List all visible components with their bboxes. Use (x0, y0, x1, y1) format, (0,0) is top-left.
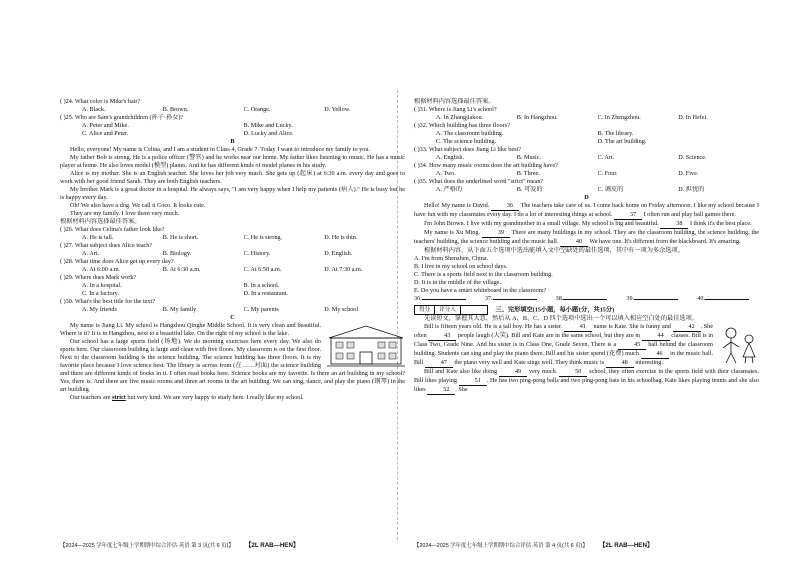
option-c: C. Four. (597, 170, 618, 177)
option-a: A. Art. (82, 250, 100, 257)
blank-41[interactable]: 41 (564, 323, 592, 332)
question-stem: ( )30. What's the best title for the text? (60, 298, 155, 305)
text: I often run and play ball games there. (643, 211, 736, 218)
option-b: B. Music. (516, 154, 541, 161)
footer-text: 【2024—2025 学年度七年级上学期期中综合评估·英语 第 4 页(共 6 页)】 (414, 543, 588, 549)
text: There are many buildings in my school. They are the classroom building, the science building, the teachers' building, the science building and the music hall. (414, 229, 760, 245)
label: 39. (626, 295, 635, 302)
option-d: D. Yellow. (324, 106, 351, 113)
blank-42[interactable]: 42 (673, 323, 701, 332)
option-b: B. In Hangzhou. (516, 114, 558, 121)
option-d: D. English. (324, 250, 353, 257)
option-a: A. In a hospital. (82, 282, 122, 289)
option-a: A. At 6:00 a.m. (82, 266, 121, 273)
underlined-word-strict: strict (112, 394, 126, 401)
question-stem: ( )25. Who are Sam's grandchildren (孙子·孙女)? (60, 114, 184, 121)
cloze-p1 (414, 323, 759, 368)
option-c: C. At 6:50 a.m. (243, 266, 282, 273)
text: interesting. (635, 359, 663, 366)
label: 37. (484, 295, 493, 302)
question-31 (414, 106, 759, 122)
blank-38[interactable]: 38 (660, 220, 688, 229)
blank-44[interactable]: 44 (642, 332, 670, 341)
option-a: A. My friends (82, 306, 117, 313)
passage-c-p3: Our teachers are strict but very kind. We are very happy to study here. I really like my school. (70, 394, 304, 401)
grader-label: 评分人 (435, 306, 461, 314)
text: The teachers take care of us. I come back home on Friday afternoon. I like my school because I have fun with my classmates every day. I do a lot of interesting things at school. (414, 202, 760, 218)
label: 40. (697, 295, 705, 302)
option-d: D. He is thin. (324, 234, 358, 241)
text: in the music hall. Bill (414, 350, 714, 366)
option-b: B. My family (162, 306, 197, 313)
section-d-heading: D (584, 194, 589, 201)
option-d: D. Science. (678, 154, 707, 161)
option-c: C. Art. (597, 154, 615, 161)
text: Hello! My name is David. (424, 202, 490, 209)
blank-52[interactable]: 52 (427, 386, 455, 395)
text: . She often (414, 323, 713, 339)
passage-d-p1 (414, 202, 759, 220)
text: very much. (529, 368, 558, 375)
question-27 (60, 242, 405, 258)
option-d-a: A. I'm from Shenzhen, China. (414, 255, 489, 262)
passage-d-p3 (414, 229, 759, 247)
option-c: C. My parents (243, 306, 279, 313)
question-25 (60, 114, 405, 138)
option-b: B. Mike and Lucky. (243, 122, 293, 129)
option-c: C. Orange. (243, 106, 271, 113)
text: people laugh (大笑). Bill and Kate are in the same school, but they are in (457, 332, 641, 339)
question-stem: ( )35. What does the underlined word "strict" mean? (414, 178, 544, 185)
option-d: D. My school (324, 306, 359, 313)
left-page (60, 98, 405, 402)
score-cell[interactable] (461, 306, 487, 314)
option-d-b: B. I live in my school on school days. (414, 263, 508, 270)
text: name is Kate. She is funny and (593, 323, 671, 330)
option-b: B. Three. (516, 170, 540, 177)
answer-blank-37[interactable] (485, 295, 537, 303)
label: 38. (555, 295, 564, 302)
option-d-c: C. There is a sports field next to the classroom building. (414, 271, 553, 278)
option-d: D. In Hefei. (678, 114, 708, 121)
section-c-heading: C (230, 314, 235, 321)
option-b: B. At 6:30 a.m. (162, 266, 201, 273)
text: school, they often exercise in the sports field with their classmates. Bill likes playing (414, 368, 760, 384)
blank-46[interactable]: 46 (641, 350, 669, 359)
passage-b-p6: They are my family. I love them very much. (70, 210, 180, 217)
footer-code: 【2L RAB—HEN】 (599, 542, 654, 549)
right-page (414, 98, 759, 395)
text: classes. Bill is in Class Two, Grade Nine. And his sister is in Class One, Grade Seven. There is a (414, 332, 714, 348)
option-d: D. Lucky and Alice. (243, 130, 294, 137)
option-a: A. Peter and Mike. (82, 122, 129, 129)
option-c: C. In a factory. (82, 290, 119, 297)
question-35 (414, 178, 759, 194)
passage-b-p1: Hello, everyone! My name is Celina, and I am a student in Class 4, Grade 7. Today I want to introduce my family to you. (70, 146, 370, 153)
question-stem: ( )33. What subject does Jiang Li like best? (414, 146, 521, 153)
passage-b-p5: Oh! We also have a dog. We call it Coco. It looks cute. (70, 202, 206, 209)
option-b: B. 可爱的 (516, 186, 543, 193)
blank-50[interactable]: 50 (559, 368, 587, 377)
question-32 (414, 122, 759, 146)
blank-47[interactable]: 47 (425, 359, 453, 368)
school-building-illustration (327, 324, 405, 368)
blank-51[interactable]: 51 (459, 377, 487, 386)
question-30 (60, 298, 405, 314)
option-c: C. 调皮的 (597, 186, 624, 193)
instruction-b: 根据材料内容选择最佳答案。 (60, 218, 141, 225)
cloze-p2 (414, 368, 759, 395)
text: hall behind the classroom building. Students can sing and play the piano there. Bill and his sister spend (花费) much (414, 341, 713, 357)
question-stem: ( )31. Where is Jiang Li's school? (414, 106, 497, 113)
option-a: A. Two. (436, 170, 456, 177)
answer-blank-36[interactable] (414, 295, 466, 303)
question-stem: ( )27. What subject does Alice teach? (60, 242, 153, 249)
section-3-title: 三、完形填空(15小题，每小题1分，共15分) (495, 306, 615, 314)
section-b-heading: B (230, 138, 235, 145)
passage-c-p1: My name is Jiang Li. My school is Hangzhou Qinghe Middle School. It is very clean and beautiful. Where is it? It is in Hangzhou, next to a beautiful lake. On the right of my school is the lake. (60, 322, 321, 337)
text: . She (455, 386, 468, 393)
text: My name is Xu Ming. (424, 229, 481, 236)
passage-b-p4: My brother Mark is a great doctor in a hospital. He always says, "I am very happy when I help my patients (病人)." He is busy but he is happy every day. (60, 186, 405, 201)
passage-b-p3: Alice is my mother. She is an English teacher. She loves her job very much. She gets up (起床) at 6:30 a.m. every day and goes to work with her good friend Sarah. They are both English teachers. (60, 170, 405, 185)
question-33 (414, 146, 759, 162)
option-c: C. In Zhengzhou. (597, 114, 641, 121)
blank-49[interactable]: 49 (499, 368, 527, 377)
option-c: C. He is strong. (243, 234, 283, 241)
option-a: A. 严格的 (436, 186, 463, 193)
option-c: C. Alice and Peter. (82, 130, 129, 137)
children-illustration (719, 325, 759, 365)
option-a: A. Black. (82, 106, 106, 113)
section-3-header (414, 305, 759, 315)
question-26 (60, 226, 405, 242)
footer-text: 【2024—2025 学年度七年级上学期期中综合评估·英语 第 3 页(共 6 页)】 (60, 543, 234, 549)
cloze-instruction: 先读短文，掌握其大意，然后从 A、B、C、D 四个选项中选出一个可以填入相应空白处的最佳选项。 (424, 315, 698, 322)
blank-40[interactable]: 40 (560, 238, 588, 247)
text: the piano very well and Kate sings well. They think music is (454, 359, 605, 366)
blank-36[interactable]: 36 (491, 202, 519, 211)
option-d: D. The art building. (597, 138, 647, 145)
instruction-d: 根据材料内容，从下面五个选项中选出能填入文中空缺处的最佳选项，其中有一项为多余选项。 (424, 247, 684, 254)
answer-blanks (414, 295, 759, 303)
question-stem: ( )32. Which building has three floors? (414, 122, 510, 129)
blank-48[interactable]: 48 (606, 359, 634, 368)
text: I think it's the best place. (689, 220, 752, 227)
option-a: A. English. (436, 154, 465, 161)
blank-37[interactable]: 37 (614, 211, 642, 220)
option-b: B. The library. (597, 130, 634, 137)
option-a: A. The classroom building. (436, 130, 504, 137)
answer-blank-39[interactable] (626, 295, 678, 303)
text: Bill is fifteen years old. He is a tall boy. He has a sister. (424, 323, 563, 330)
option-d: D. Five. (678, 170, 699, 177)
question-29 (60, 274, 405, 298)
option-d: D. 担忧的 (678, 186, 705, 193)
question-stem: ( )34. How many music rooms does the art building have? (414, 162, 558, 169)
option-d: D. In a restaurant. (243, 290, 288, 297)
question-stem: ( )26. What does Celina's father look like? (60, 226, 165, 233)
footer-right (414, 540, 653, 549)
text: We have one. It's different from the blackboard. It's amazing. (589, 238, 741, 245)
score-label: 得分 (415, 306, 435, 314)
option-a: A. He is tall. (82, 234, 114, 241)
footer-left (60, 540, 299, 549)
passage-c-p2: Our school has a large sports field (场地). We do morning exercises here every day. We also do sports here. Our classroom building is large and clean with five floors. My classroom is on the first floor. Next to the classroom building is the science building. The science building has three floors. It is my favorite place because I love science best. The library is across from (在……对面) the science building and there are different kinds of books in it. I often read books here. Science books are my favorite. Is there an art building in my school? Yes, there is. And there are five music rooms and three art rooms in the art building. We can sing, dance, and play the piano (钢琴) in the art building. (60, 338, 405, 393)
option-b: B. Brown. (162, 106, 189, 113)
option-d-d: D. It is in the middle of the village. (414, 279, 501, 286)
instruction-c: 根据材料内容选择最佳答案。 (414, 98, 495, 105)
score-box (414, 305, 488, 315)
blank-43[interactable]: 43 (428, 332, 456, 341)
answer-blank-38[interactable] (556, 295, 608, 303)
option-d-e: E. Do you have a smart whiteboard in the classroom? (414, 287, 547, 294)
passage-b-p2: My father Bob is strong. He is a police officer (警官) and he works near our home. My father likes listening to music. He has a music player at home. He also loves model (模型) planes. And he has different kinds of model planes in his study. (60, 154, 405, 169)
option-b: B. He is short. (162, 234, 199, 241)
option-d: D. At 7:30 a.m. (324, 266, 363, 273)
question-stem: ( )28. What time does Alice get up every day? (60, 258, 174, 265)
question-24 (60, 98, 405, 114)
option-c: C. History. (243, 250, 271, 257)
option-b: B. Biology. (162, 250, 192, 257)
question-28 (60, 258, 405, 274)
option-a: A. In Zhangjiakou. (436, 114, 484, 121)
blank-45[interactable]: 45 (618, 341, 646, 350)
question-stem: ( )29. Where does Mark work? (60, 274, 137, 281)
question-34 (414, 162, 759, 178)
blank-39[interactable]: 39 (482, 229, 510, 238)
question-stem: ( )24. What color is Mike's hair? (60, 98, 141, 105)
passage-d-p2 (414, 220, 759, 229)
footer-code: 【2L RAB—HEN】 (245, 542, 300, 549)
option-c: C. The science building. (436, 138, 497, 145)
label: 36. (414, 295, 422, 302)
answer-blank-40[interactable] (697, 295, 749, 303)
text: . He has two ping-pong balls and two ping-pong bats in his schoolbag. Kate likes playing tennis and she also likes (414, 377, 760, 393)
text: Bill and Kate also like doing (424, 368, 498, 375)
option-b: B. In a school. (243, 282, 280, 289)
text: I'm John Brown. I live with my grandmother in a small village. My school is big and beautiful. (424, 220, 659, 227)
